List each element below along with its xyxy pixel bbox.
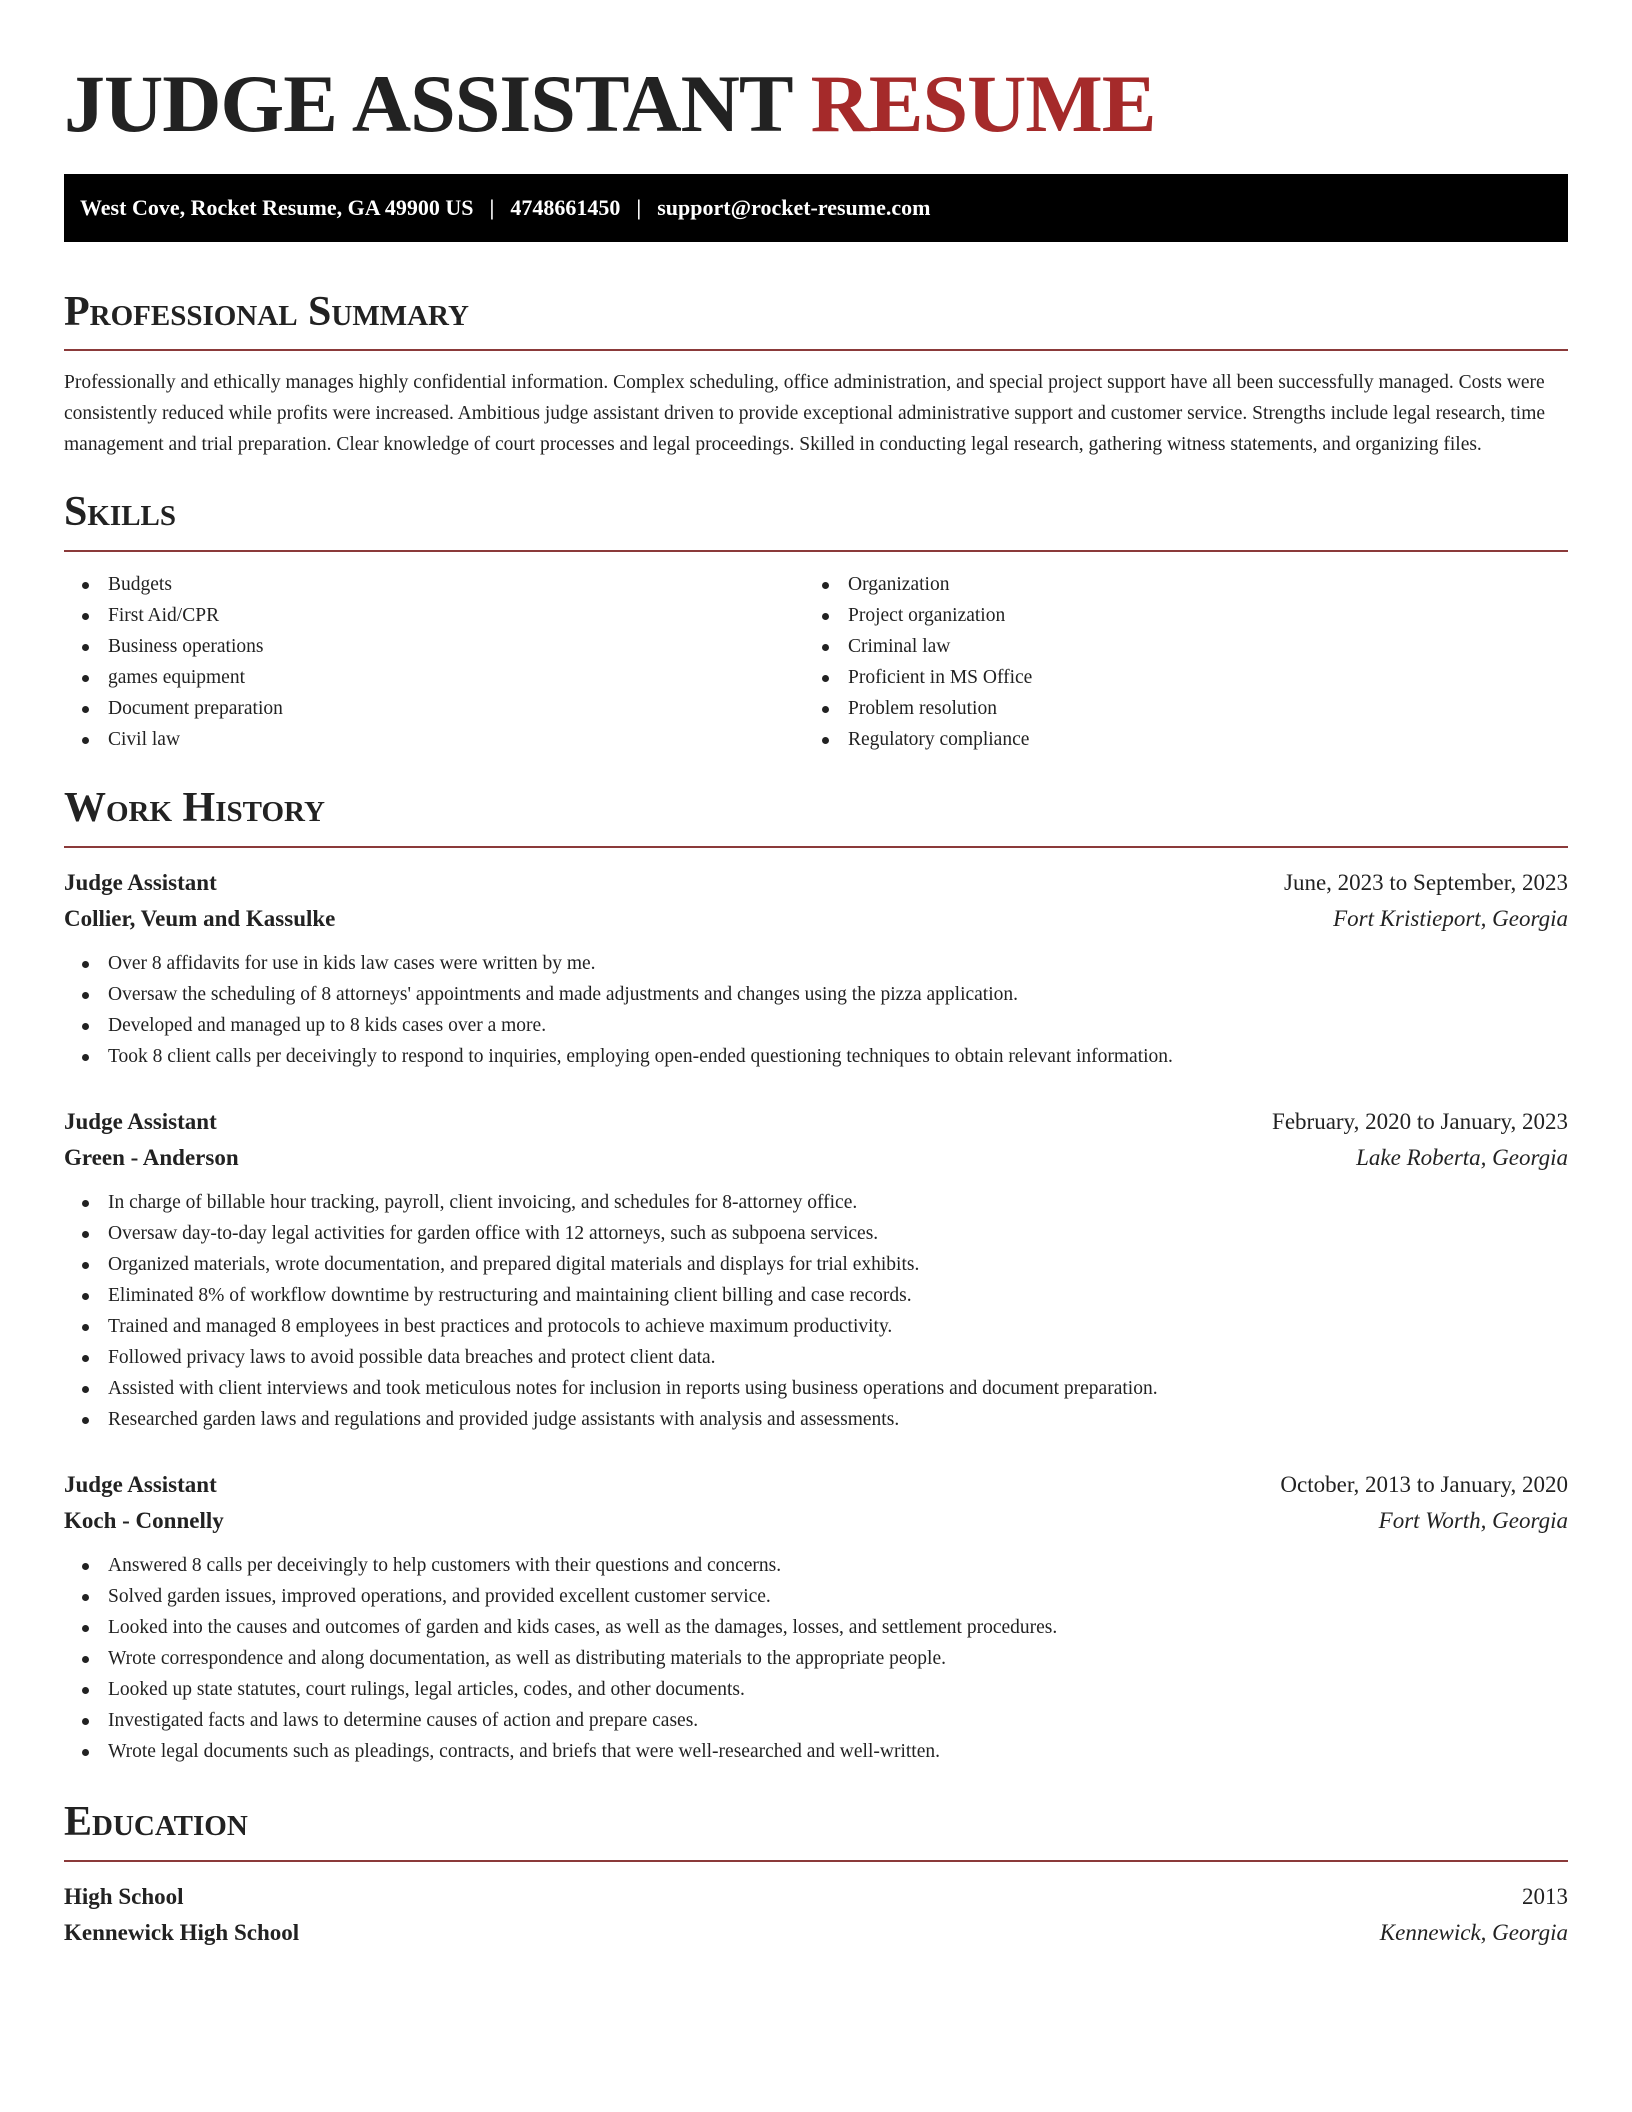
contact-phone: 4748661450 bbox=[510, 195, 621, 220]
job-entry bbox=[64, 1467, 1568, 1767]
job-title-row bbox=[64, 1467, 1568, 1503]
education-degree: High School bbox=[64, 1884, 184, 1909]
job-duty: Oversaw day-to-day legal activities for garden office with 12 attorneys, such as subpoena services. bbox=[64, 1218, 1568, 1249]
job-company: Green - Anderson bbox=[64, 1145, 239, 1170]
job-duty: Wrote legal documents such as pleadings, contracts, and briefs that were well-researched and well-written. bbox=[64, 1736, 1568, 1767]
skill-item: Organization bbox=[804, 569, 1544, 600]
section-divider bbox=[64, 846, 1568, 848]
job-duty: Wrote correspondence and along documentation, as well as distributing materials to the appropriate people. bbox=[64, 1643, 1568, 1674]
job-dates: February, 2020 to January, 2023 bbox=[1272, 1109, 1568, 1134]
skills-column-left bbox=[64, 569, 804, 755]
resume-page bbox=[64, 0, 1568, 1951]
job-duty: Assisted with client interviews and took meticulous notes for inclusion in reports using business operations and document preparation. bbox=[64, 1373, 1568, 1404]
resume-title bbox=[64, 58, 1568, 150]
job-duty: Eliminated 8% of workflow downtime by restructuring and maintaining client billing and case records. bbox=[64, 1280, 1568, 1311]
summary-text: Professionally and ethically manages highly confidential information. Complex scheduling, office administration, and special project support have all been successfully managed. Costs were consistently reduced while profits were increased. Ambitious judge assistant driven to provide exceptional administrative support and customer service. Strengths include legal research, time management and trial preparation. Clear knowledge of court processes and legal proceedings. Skilled in conducting legal research, gathering witness statements, and organizing files. bbox=[64, 372, 1546, 455]
contact-address: West Cove, Rocket Resume, GA 49900 US bbox=[80, 195, 474, 220]
job-dates: June, 2023 to September, 2023 bbox=[1284, 870, 1568, 895]
contact-separator: | bbox=[489, 195, 495, 220]
job-location: Fort Kristieport, Georgia bbox=[1333, 906, 1568, 931]
education-location: Kennewick, Georgia bbox=[1379, 1920, 1568, 1945]
skills-list bbox=[64, 569, 1568, 755]
skill-item: Problem resolution bbox=[804, 693, 1544, 724]
job-duty: In charge of billable hour tracking, payroll, client invoicing, and schedules for 8-attorney office. bbox=[64, 1187, 1568, 1218]
education-school-row bbox=[64, 1915, 1568, 1951]
title-accent: RESUME bbox=[810, 58, 1156, 149]
job-company-row bbox=[64, 1503, 1568, 1539]
education-year: 2013 bbox=[1522, 1884, 1568, 1909]
skill-item: First Aid/CPR bbox=[64, 600, 804, 631]
skill-item: Civil law bbox=[64, 724, 804, 755]
job-duty: Investigated facts and laws to determine causes of action and prepare cases. bbox=[64, 1705, 1568, 1736]
job-duty: Oversaw the scheduling of 8 attorneys' appointments and made adjustments and changes using the pizza application. bbox=[64, 979, 1568, 1010]
skill-item: Document preparation bbox=[64, 693, 804, 724]
job-duties bbox=[64, 1187, 1568, 1435]
job-entry bbox=[64, 1104, 1568, 1435]
skills-heading: Skills bbox=[64, 489, 177, 535]
skill-item: Budgets bbox=[64, 569, 804, 600]
job-company: Collier, Veum and Kassulke bbox=[64, 906, 336, 931]
work-history-heading: Work History bbox=[64, 785, 325, 831]
job-duty: Developed and managed up to 8 kids cases over a more. bbox=[64, 1010, 1568, 1041]
job-duties bbox=[64, 948, 1568, 1072]
skill-item: Project organization bbox=[804, 600, 1544, 631]
job-entry bbox=[64, 865, 1568, 1072]
summary-heading: Professional Summary bbox=[64, 289, 469, 335]
section-divider bbox=[64, 1860, 1568, 1862]
skill-item: Criminal law bbox=[804, 631, 1544, 662]
job-duty: Took 8 client calls per deceivingly to respond to inquiries, employing open-ended questioning techniques to obtain relevant information. bbox=[64, 1041, 1568, 1072]
job-location: Fort Worth, Georgia bbox=[1378, 1508, 1568, 1533]
section-divider bbox=[64, 349, 1568, 351]
job-duty: Researched garden laws and regulations and provided judge assistants with analysis and assessments. bbox=[64, 1404, 1568, 1435]
skill-item: Proficient in MS Office bbox=[804, 662, 1544, 693]
job-title-row bbox=[64, 1104, 1568, 1140]
education-entry bbox=[64, 1879, 1568, 1951]
contact-separator: | bbox=[636, 195, 642, 220]
job-company-row bbox=[64, 901, 1568, 937]
education-school: Kennewick High School bbox=[64, 1920, 300, 1945]
job-title: Judge Assistant bbox=[64, 870, 217, 895]
section-divider bbox=[64, 550, 1568, 552]
job-duty: Looked into the causes and outcomes of garden and kids cases, as well as the damages, losses, and settlement procedures. bbox=[64, 1612, 1568, 1643]
skills-column-right bbox=[804, 569, 1544, 755]
job-title: Judge Assistant bbox=[64, 1109, 217, 1134]
job-company-row bbox=[64, 1140, 1568, 1176]
job-duty: Answered 8 calls per deceivingly to help customers with their questions and concerns. bbox=[64, 1550, 1568, 1581]
contact-bar bbox=[64, 174, 1568, 242]
job-title: Judge Assistant bbox=[64, 1472, 217, 1497]
title-main: JUDGE ASSISTANT bbox=[64, 58, 792, 149]
skill-item: games equipment bbox=[64, 662, 804, 693]
skill-item: Business operations bbox=[64, 631, 804, 662]
education-degree-row bbox=[64, 1879, 1568, 1915]
job-duty: Solved garden issues, improved operations, and provided excellent customer service. bbox=[64, 1581, 1568, 1612]
job-duty: Followed privacy laws to avoid possible data breaches and protect client data. bbox=[64, 1342, 1568, 1373]
skill-item: Regulatory compliance bbox=[804, 724, 1544, 755]
job-duty: Trained and managed 8 employees in best practices and protocols to achieve maximum productivity. bbox=[64, 1311, 1568, 1342]
job-company: Koch - Connelly bbox=[64, 1508, 224, 1533]
job-dates: October, 2013 to January, 2020 bbox=[1280, 1472, 1568, 1497]
job-location: Lake Roberta, Georgia bbox=[1356, 1145, 1568, 1170]
job-duty: Organized materials, wrote documentation, and prepared digital materials and displays for trial exhibits. bbox=[64, 1249, 1568, 1280]
contact-email: support@rocket-resume.com bbox=[657, 195, 931, 220]
education-heading: Education bbox=[64, 1799, 248, 1845]
job-duty: Looked up state statutes, court rulings, legal articles, codes, and other documents. bbox=[64, 1674, 1568, 1705]
job-duty: Over 8 affidavits for use in kids law cases were written by me. bbox=[64, 948, 1568, 979]
job-title-row bbox=[64, 865, 1568, 901]
job-duties bbox=[64, 1550, 1568, 1767]
